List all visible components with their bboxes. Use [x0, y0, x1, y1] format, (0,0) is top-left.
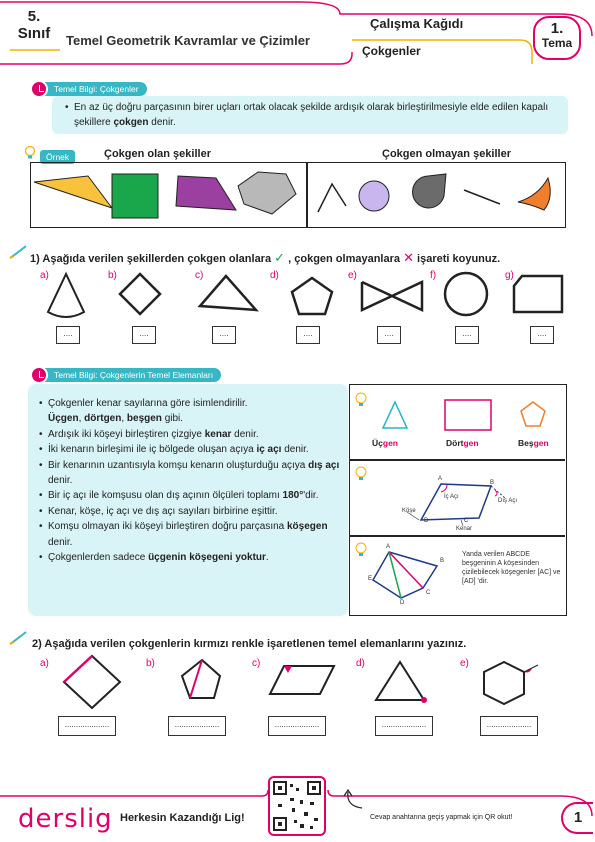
triangle-figure: [376, 662, 424, 700]
q2-answer-box-b[interactable]: ....................: [168, 716, 226, 736]
diamond-figure: [64, 656, 120, 708]
label-c2: C: [426, 590, 431, 596]
triangle-shape: [200, 276, 256, 310]
q2-answer-box-c[interactable]: ....................: [268, 716, 326, 736]
marked-vertex: [421, 697, 427, 703]
topic-label: Çokgenler: [362, 44, 421, 58]
purple-circle: [359, 181, 389, 211]
gray-hexagon: [238, 172, 296, 214]
question-2-text: 2) Aşağıda verilen çokgenlerin kırmızı renkle işaretlenen temel elemanlarını yazınız.: [32, 638, 467, 650]
example-shapes: [30, 162, 566, 228]
interior-angle-mark: [441, 485, 447, 492]
question-2-shapes: [30, 650, 570, 712]
clock-icon: [30, 366, 48, 384]
diagonal-note: Yanda verilen ABCDE beşgeninin A köşesinden çizilebilecek köşegenler [AC] ve [AD] 'dir.: [462, 551, 561, 585]
pentagon-figure: [521, 402, 545, 426]
label-c: C: [464, 518, 469, 524]
bowtie-shape: [362, 282, 422, 310]
lightbulb-icon: [356, 393, 366, 406]
info-box-polygon-elements: [28, 384, 348, 616]
extension-line: [491, 486, 505, 498]
curved-arrow-icon: [340, 784, 366, 812]
label-kose: Köşe: [402, 508, 416, 514]
q1-label-a: a): [40, 270, 49, 281]
question-1-text: 1) Aşağıda verilen şekillerden çokgen olanlara ✓ , çokgen olmayanlara ✕ işareti koyunuz.: [30, 250, 501, 265]
cross-icon: ✕: [403, 250, 414, 265]
lightbulb-icon: [24, 146, 36, 160]
polygon-elements-list: [48, 396, 348, 565]
question-1-shapes: [30, 270, 570, 320]
q2-label-b: b): [146, 658, 155, 669]
pentagon-name: Beşgen: [518, 438, 549, 448]
marked-edge: [64, 656, 92, 682]
exterior-angle-mark: [495, 490, 497, 496]
bullet-exterior-angle: • Bir kenarının uzantısıyla komşu kenarın oluşturduğu açıya dış açı denir.: [48, 458, 348, 489]
cone-shape: [48, 274, 84, 317]
q1-label-b: b): [108, 270, 117, 281]
grade-label: 5. Sınıf: [17, 8, 51, 42]
triangle-figure: [383, 402, 407, 428]
tema-badge: 1. Tema: [533, 16, 581, 60]
purple-quadrilateral: [176, 176, 236, 210]
bullet-edge: • Ardışık iki köşeyi birleştiren çizgiye kenar denir.: [48, 427, 348, 442]
bullet-diagonal: • Komşu olmayan iki köşeyi birleştiren doğru parçasına köşegen denir.: [48, 519, 348, 550]
q2-label-c: c): [252, 658, 261, 669]
triangle-name: Üçgen: [372, 438, 398, 448]
q1-label-c: c): [195, 270, 204, 281]
yellow-triangle: [34, 176, 112, 208]
page-number: 1: [561, 802, 593, 834]
bullet-triangle-no-diagonal: • Çokgenlerden sadece üçgenin köşegeni yoktur.: [48, 550, 348, 565]
q1-answer-box-d[interactable]: ....: [296, 326, 320, 344]
qr-code[interactable]: [268, 776, 326, 836]
label-d: D: [424, 518, 429, 524]
gray-drop: [413, 174, 446, 208]
q1-answer-box-f[interactable]: ....: [455, 326, 479, 344]
bullet-naming: • Çokgenler kenar sayılarına göre isimlendirilir. Üçgen, dörtgen, beşgen gibi.: [48, 396, 348, 427]
q1-answer-box-b[interactable]: ....: [132, 326, 156, 344]
q1-label-f: f): [430, 270, 437, 281]
q1-label-d: d): [270, 270, 279, 281]
q1-answer-box-e[interactable]: ....: [377, 326, 401, 344]
example-label: Örnek: [40, 150, 75, 164]
open-angle: [318, 184, 346, 212]
segment: [464, 190, 500, 204]
green-square: [112, 174, 158, 218]
q1-label-e: e): [348, 270, 357, 281]
label-ic-aci: İç Açı: [444, 494, 459, 500]
label-a: A: [438, 476, 443, 482]
quadrilateral-name: Dörtgen: [446, 438, 479, 448]
orange-curved-shape: [518, 178, 550, 210]
irregular-pentagon-shape: [514, 276, 562, 312]
diamond-shape: [120, 274, 160, 314]
pen-icon: [8, 244, 28, 260]
q2-answer-box-e[interactable]: ....................: [480, 716, 538, 736]
label-d2: D: [400, 600, 405, 606]
bullet-interior-angle: • İki kenarın birleşimi ile iç bölgede oluşan açıya iç açı denir.: [48, 442, 348, 457]
lightbulb-icon: [356, 467, 366, 480]
circle-shape: [445, 273, 487, 315]
q1-answer-box-g[interactable]: ....: [530, 326, 554, 344]
clock-icon: [30, 80, 48, 98]
q1-label-g: g): [505, 270, 514, 281]
polygon-examples-heading: Çokgen olan şekiller: [104, 148, 211, 160]
info-pill-polygon-elements: Temel Bilgi: Çokgenlerin Temel Elemanları: [40, 368, 221, 382]
sheet-label: Çalışma Kağıdı: [370, 16, 464, 31]
label-e2: E: [368, 576, 373, 582]
parallelogram-figure: [270, 666, 334, 694]
label-b: B: [490, 480, 495, 486]
non-polygon-examples-heading: Çokgen olmayan şekiller: [382, 148, 511, 160]
brand-logo: derslig: [18, 804, 113, 834]
label-dis-aci: Dış Açı: [498, 498, 518, 504]
q1-answer-box-a[interactable]: ....: [56, 326, 80, 344]
label-a2: A: [386, 544, 391, 550]
footer-slogan: Herkesin Kazandığı Lig!: [120, 812, 245, 824]
marked-interior-angle: [284, 666, 292, 673]
qr-hint-text: Cevap anahtarına geçiş yapmak için QR okut!: [370, 814, 513, 821]
qr-icon: [270, 778, 324, 834]
extension-line: [524, 665, 538, 672]
hexagon-figure: [484, 662, 524, 704]
label-kenar: Kenar: [456, 526, 473, 532]
polygon-definition-text: En az üç doğru parçasının birer uçları ortak olacak şekilde ardışık olarak birleştirilmesiyle elde edilen kapalı şekillere çokgen denir.: [74, 102, 549, 128]
rectangle-figure: [445, 400, 491, 430]
info-box-polygon-definition: [52, 96, 568, 134]
quadrilateral-figure: [421, 484, 491, 520]
q2-label-a: a): [40, 658, 49, 669]
bullet-equal-counts: • Kenar, köşe, iç açı ve dış açı sayıları birbirine eşittir.: [48, 504, 348, 519]
q1-answer-box-c[interactable]: ....: [212, 326, 236, 344]
q2-label-d: d): [356, 658, 365, 669]
pentagon-shape: [292, 278, 332, 314]
page-title: Temel Geometrik Kavramlar ve Çizimler: [66, 33, 310, 48]
q2-label-e: e): [460, 658, 469, 669]
check-icon: ✓: [274, 250, 286, 265]
label-b2: B: [440, 558, 445, 564]
lightbulb-icon: [356, 543, 366, 556]
pen-icon: [8, 630, 28, 646]
info-pill-polygons: Temel Bilgi: Çokgenler: [40, 82, 147, 96]
q2-answer-box-a[interactable]: ....................: [58, 716, 116, 736]
bullet-angle-sum: • Bir iç açı ile komşusu olan dış açının ölçüleri toplamı 180°'dir.: [48, 488, 348, 503]
q2-answer-box-d[interactable]: ....................: [375, 716, 433, 736]
